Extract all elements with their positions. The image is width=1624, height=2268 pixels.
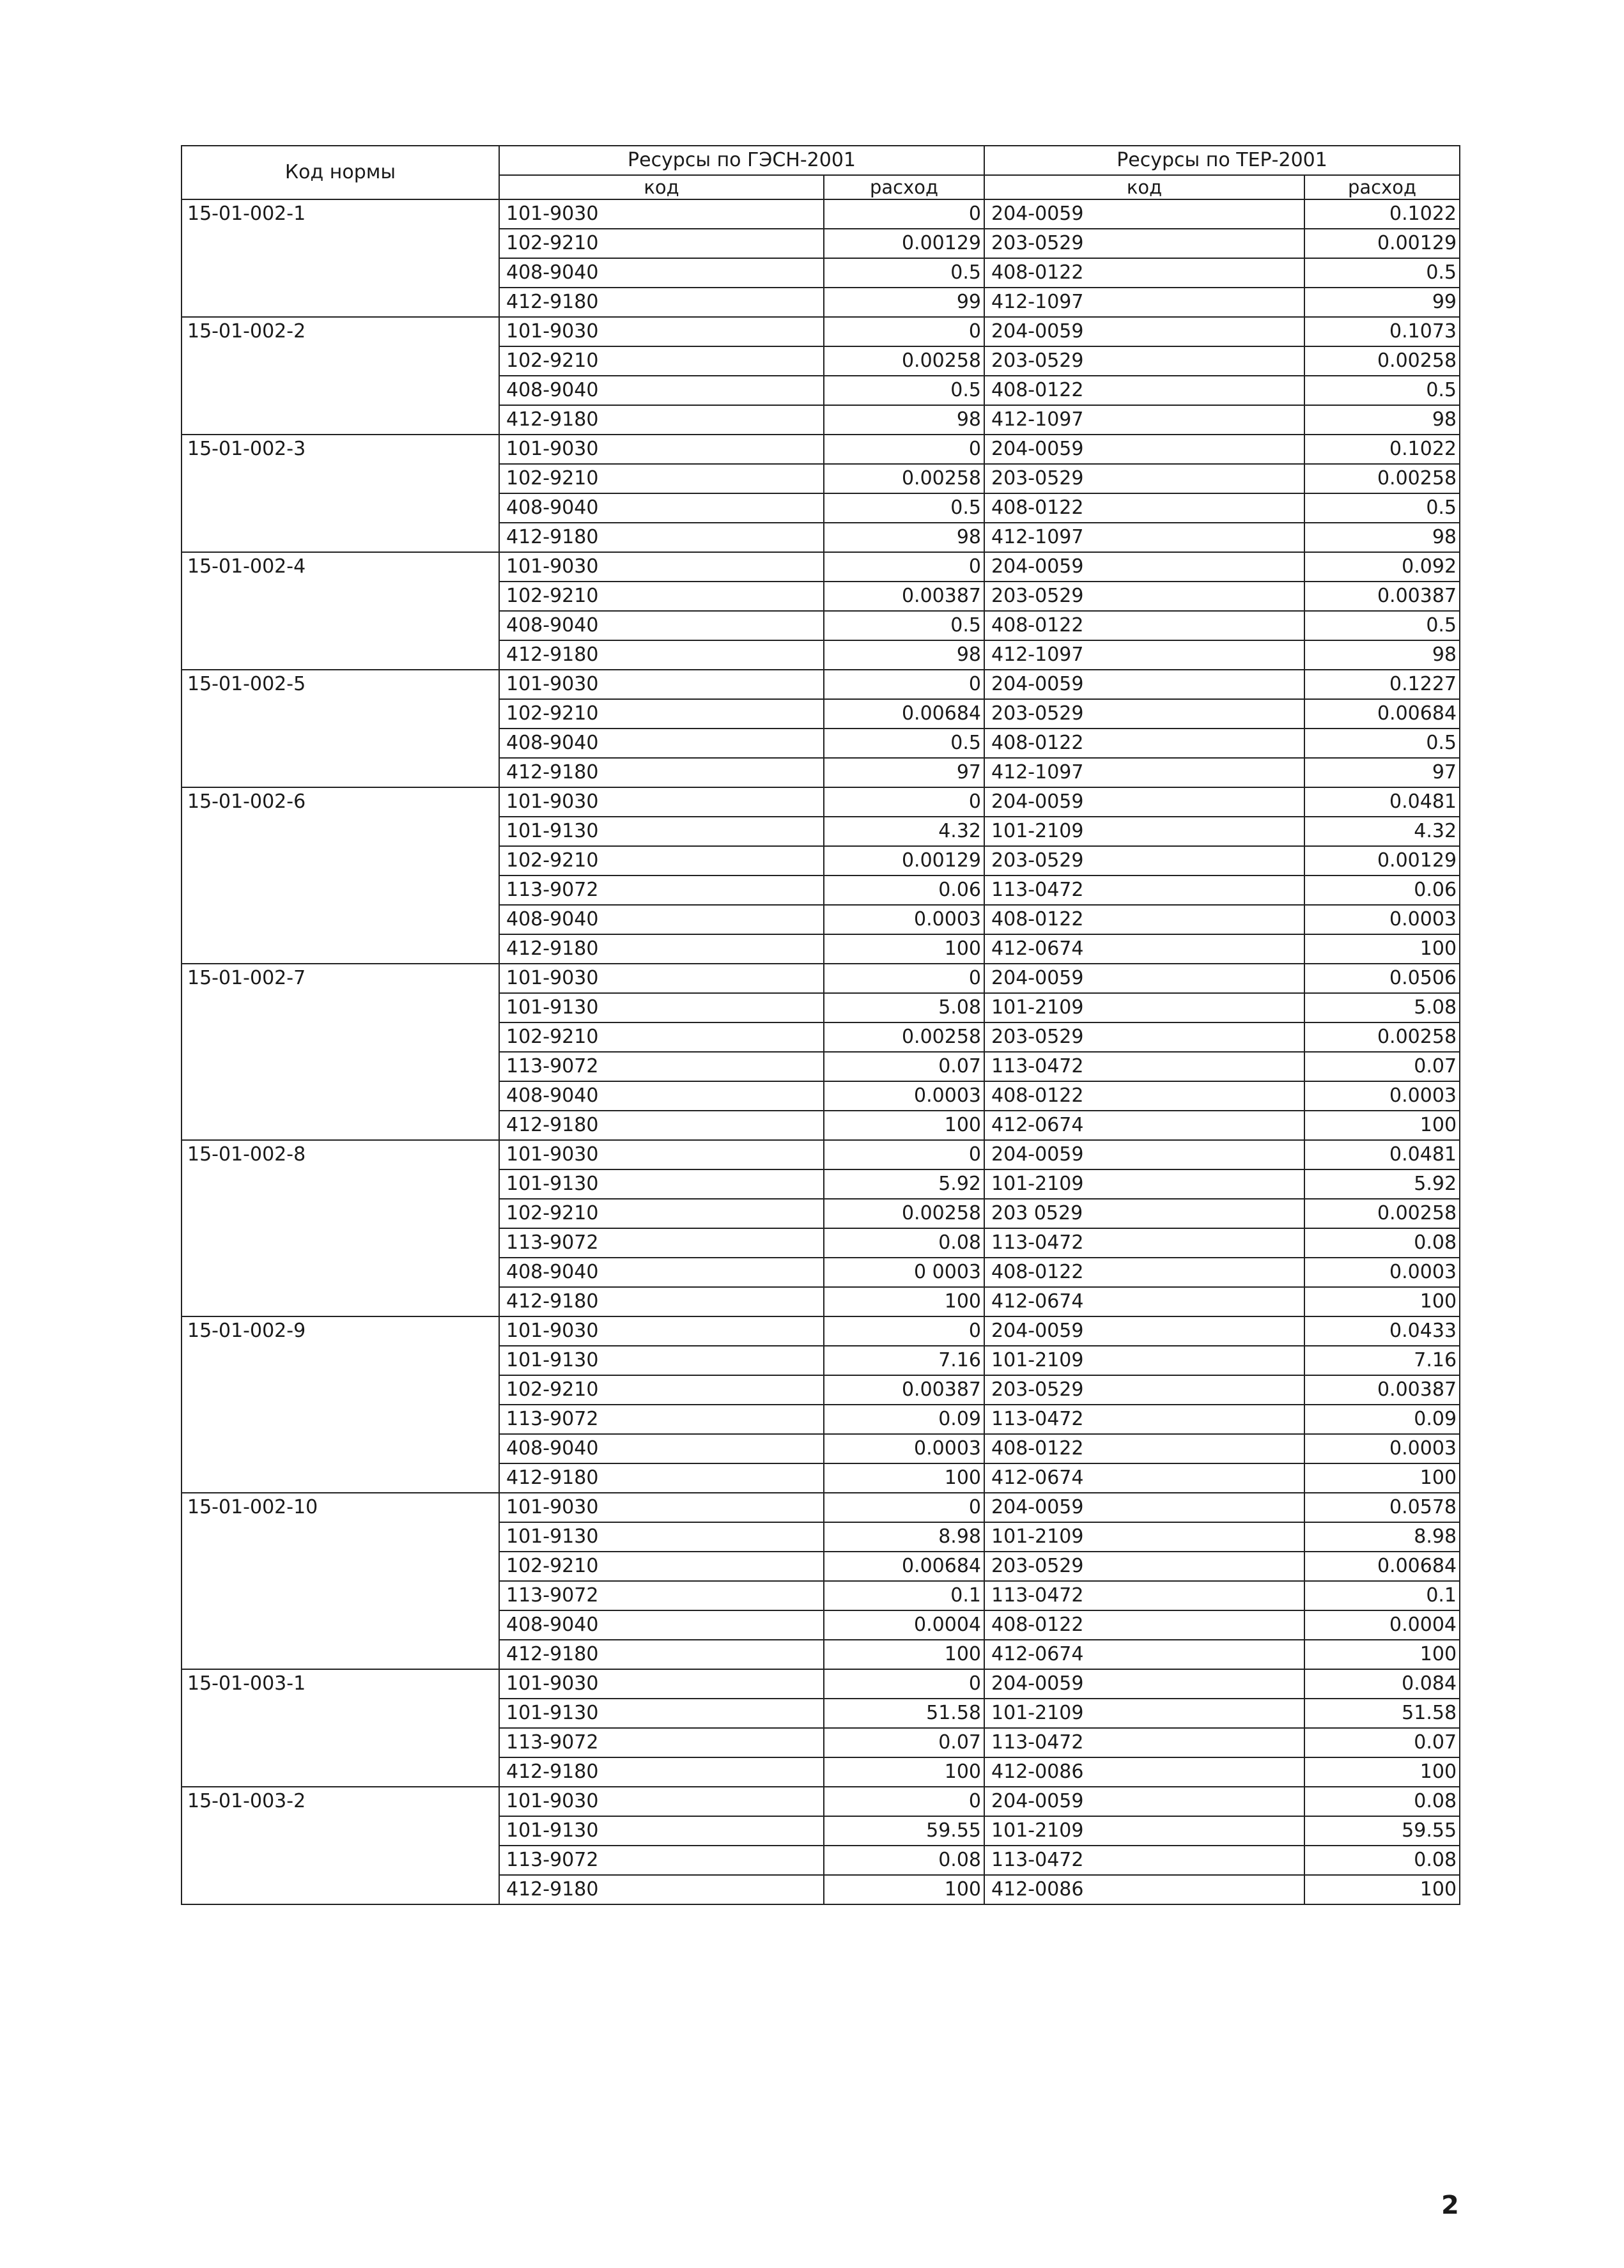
gesn-consumption-cell: 0.00387: [824, 582, 984, 611]
gesn-code-cell: 102-9210: [499, 1199, 824, 1228]
ter-consumption-cell: 0.1022: [1304, 199, 1460, 229]
ter-consumption-cell: 0.00684: [1304, 1552, 1460, 1581]
ter-consumption-cell: 0.0003: [1304, 905, 1460, 934]
ter-consumption-cell: 0.1022: [1304, 435, 1460, 464]
gesn-consumption-cell: 97: [824, 758, 984, 787]
gesn-consumption-cell: 5.08: [824, 993, 984, 1022]
ter-consumption-cell: 5.08: [1304, 993, 1460, 1022]
norm-code-cell: 15-01-002-7: [182, 964, 499, 1140]
gesn-code-cell: 101-9030: [499, 1140, 824, 1169]
gesn-code-cell: 101-9030: [499, 199, 824, 229]
ter-consumption-cell: 0.06: [1304, 876, 1460, 905]
ter-code-cell: 204-0059: [984, 964, 1304, 993]
ter-consumption-cell: 0.5: [1304, 729, 1460, 758]
gesn-code-cell: 113-9072: [499, 1846, 824, 1875]
gesn-code-cell: 412-9180: [499, 1875, 824, 1904]
ter-code-cell: 204-0059: [984, 435, 1304, 464]
gesn-code-cell: 101-9130: [499, 1699, 824, 1728]
gesn-consumption-cell: 0: [824, 1140, 984, 1169]
table-row: [182, 670, 1460, 699]
ter-consumption-cell: 0.5: [1304, 258, 1460, 288]
gesn-consumption-cell: 0.09: [824, 1405, 984, 1434]
ter-consumption-cell: 100: [1304, 1287, 1460, 1316]
gesn-consumption-cell: 100: [824, 1111, 984, 1140]
ter-consumption-cell: 100: [1304, 1640, 1460, 1669]
gesn-consumption-cell: 0.00129: [824, 846, 984, 876]
ter-code-cell: 101-2109: [984, 1522, 1304, 1552]
ter-code-cell: 204-0059: [984, 1787, 1304, 1816]
ter-code-cell: 203-0529: [984, 464, 1304, 493]
ter-code-cell: 204-0059: [984, 1316, 1304, 1346]
gesn-code-header: код: [499, 175, 824, 199]
gesn-code-cell: 102-9210: [499, 464, 824, 493]
ter-consumption-cell: 0.1073: [1304, 317, 1460, 346]
gesn-code-cell: 408-9040: [499, 258, 824, 288]
ter-code-cell: 113-0472: [984, 1728, 1304, 1757]
gesn-consumption-cell: 98: [824, 405, 984, 435]
gesn-consumption-cell: 51.58: [824, 1699, 984, 1728]
ter-code-cell: 113-0472: [984, 1052, 1304, 1081]
gesn-consumption-cell: 0: [824, 199, 984, 229]
ter-consumption-cell: 0.5: [1304, 376, 1460, 405]
gesn-consumption-cell: 0.00387: [824, 1375, 984, 1405]
gesn-code-cell: 412-9180: [499, 1287, 824, 1316]
gesn-code-cell: 412-9180: [499, 1640, 824, 1669]
gesn-consumption-cell: 0.00258: [824, 1022, 984, 1052]
ter-code-cell: 408-0122: [984, 376, 1304, 405]
table-row: [182, 1316, 1460, 1346]
page-number: 2: [1441, 2191, 1459, 2220]
gesn-code-cell: 113-9072: [499, 1228, 824, 1258]
gesn-code-cell: 408-9040: [499, 1434, 824, 1463]
gesn-consumption-cell: 98: [824, 640, 984, 670]
ter-consumption-cell: 0.00258: [1304, 346, 1460, 376]
ter-code-cell: 408-0122: [984, 1081, 1304, 1111]
ter-code-cell: 101-2109: [984, 1816, 1304, 1846]
gesn-code-cell: 102-9210: [499, 699, 824, 729]
ter-consumption-cell: 0.00387: [1304, 1375, 1460, 1405]
gesn-code-cell: 113-9072: [499, 876, 824, 905]
ter-code-cell: 101-2109: [984, 817, 1304, 846]
ter-consumption-cell: 0.084: [1304, 1669, 1460, 1699]
gesn-code-cell: 101-9130: [499, 993, 824, 1022]
table-row: [182, 1787, 1460, 1816]
ter-code-cell: 203-0529: [984, 1375, 1304, 1405]
table-row: [182, 787, 1460, 817]
gesn-consumption-cell: 7.16: [824, 1346, 984, 1375]
ter-consumption-cell: 0.5: [1304, 493, 1460, 523]
ter-consumption-cell: 0.0004: [1304, 1610, 1460, 1640]
ter-consumption-cell: 100: [1304, 1111, 1460, 1140]
table-row: [182, 199, 1460, 229]
gesn-code-cell: 113-9072: [499, 1581, 824, 1610]
gesn-code-cell: 101-9130: [499, 1816, 824, 1846]
ter-code-cell: 204-0059: [984, 1669, 1304, 1699]
gesn-code-cell: 408-9040: [499, 729, 824, 758]
ter-consumption-cell: 0.0481: [1304, 1140, 1460, 1169]
ter-code-cell: 204-0059: [984, 1493, 1304, 1522]
ter-code-cell: 412-1097: [984, 640, 1304, 670]
ter-code-cell: 412-0674: [984, 1640, 1304, 1669]
gesn-code-cell: 102-9210: [499, 846, 824, 876]
ter-consumption-cell: 4.32: [1304, 817, 1460, 846]
norm-code-cell: 15-01-002-1: [182, 199, 499, 317]
table-row: [182, 435, 1460, 464]
gesn-code-cell: 113-9072: [499, 1405, 824, 1434]
gesn-consumption-cell: 59.55: [824, 1816, 984, 1846]
ter-consumption-cell: 97: [1304, 758, 1460, 787]
norm-code-cell: 15-01-003-2: [182, 1787, 499, 1904]
gesn-consumption-cell: 5.92: [824, 1169, 984, 1199]
gesn-consumption-cell: 100: [824, 1640, 984, 1669]
ter-code-cell: 408-0122: [984, 729, 1304, 758]
ter-code-cell: 412-1097: [984, 523, 1304, 552]
gesn-code-cell: 101-9130: [499, 1522, 824, 1552]
ter-consumption-cell: 0.00684: [1304, 699, 1460, 729]
ter-code-cell: 204-0059: [984, 1140, 1304, 1169]
norm-code-cell: 15-01-002-5: [182, 670, 499, 787]
gesn-consumption-cell: 0.00684: [824, 699, 984, 729]
gesn-code-cell: 408-9040: [499, 611, 824, 640]
norm-code-cell: 15-01-002-9: [182, 1316, 499, 1493]
resource-table: [181, 145, 1460, 1905]
ter-consumption-cell: 0.08: [1304, 1846, 1460, 1875]
ter-consumption-cell: 0.08: [1304, 1228, 1460, 1258]
gesn-code-cell: 102-9210: [499, 1552, 824, 1581]
ter-code-cell: 113-0472: [984, 1581, 1304, 1610]
ter-code-cell: 412-0674: [984, 1287, 1304, 1316]
ter-code-cell: 203-0529: [984, 1022, 1304, 1052]
table-row: [182, 317, 1460, 346]
gesn-consumption-cell: 0.5: [824, 258, 984, 288]
ter-code-cell: 408-0122: [984, 258, 1304, 288]
table-row: [182, 1669, 1460, 1699]
gesn-code-cell: 408-9040: [499, 1081, 824, 1111]
gesn-code-cell: 412-9180: [499, 934, 824, 964]
table-row: [182, 1493, 1460, 1522]
gesn-consumption-cell: 100: [824, 934, 984, 964]
ter-code-cell: 408-0122: [984, 905, 1304, 934]
ter-code-cell: 203-0529: [984, 699, 1304, 729]
gesn-code-cell: 102-9210: [499, 1022, 824, 1052]
ter-consumption-cell: 98: [1304, 405, 1460, 435]
gesn-consumption-cell: 0.00129: [824, 229, 984, 258]
gesn-consumption-cell: 100: [824, 1875, 984, 1904]
ter-consumption-cell: 0.1: [1304, 1581, 1460, 1610]
ter-code-cell: 412-1097: [984, 405, 1304, 435]
ter-consumption-cell: 0.00387: [1304, 582, 1460, 611]
ter-consumption-cell: 0.00129: [1304, 229, 1460, 258]
ter-consumption-cell: 100: [1304, 1875, 1460, 1904]
gesn-code-cell: 408-9040: [499, 1610, 824, 1640]
ter-code-cell: 412-1097: [984, 288, 1304, 317]
table-row: [182, 552, 1460, 582]
ter-code-cell: 412-1097: [984, 758, 1304, 787]
gesn-code-cell: 102-9210: [499, 346, 824, 376]
norm-code-cell: 15-01-003-1: [182, 1669, 499, 1787]
ter-code-cell: 113-0472: [984, 876, 1304, 905]
gesn-code-cell: 102-9210: [499, 582, 824, 611]
gesn-consumption-cell: 0.5: [824, 376, 984, 405]
gesn-consumption-cell: 100: [824, 1757, 984, 1787]
gesn-code-cell: 408-9040: [499, 493, 824, 523]
ter-code-cell: 204-0059: [984, 552, 1304, 582]
ter-code-cell: 113-0472: [984, 1846, 1304, 1875]
gesn-code-cell: 101-9130: [499, 817, 824, 846]
gesn-code-cell: 101-9030: [499, 435, 824, 464]
ter-consumption-cell: 0.00258: [1304, 1199, 1460, 1228]
norm-code-cell: 15-01-002-4: [182, 552, 499, 670]
ter-code-cell: 203-0529: [984, 1552, 1304, 1581]
gesn-consumption-cell: 0.07: [824, 1052, 984, 1081]
gesn-consumption-cell: 0.1: [824, 1581, 984, 1610]
gesn-code-cell: 101-9030: [499, 1787, 824, 1816]
ter-consumption-cell: 0.09: [1304, 1405, 1460, 1434]
gesn-consumption-cell: 0.00684: [824, 1552, 984, 1581]
gesn-code-cell: 412-9180: [499, 288, 824, 317]
gesn-consumption-cell: 4.32: [824, 817, 984, 846]
gesn-consumption-header: расход: [824, 175, 984, 199]
ter-consumption-cell: 0.07: [1304, 1052, 1460, 1081]
ter-code-cell: 203-0529: [984, 346, 1304, 376]
ter-consumption-cell: 0.08: [1304, 1787, 1460, 1816]
norm-code-cell: 15-01-002-2: [182, 317, 499, 435]
gesn-consumption-cell: 0.00258: [824, 464, 984, 493]
ter-consumption-cell: 0.00129: [1304, 846, 1460, 876]
ter-code-cell: 204-0059: [984, 670, 1304, 699]
ter-consumption-cell: 51.58: [1304, 1699, 1460, 1728]
ter-resources-header: Ресурсы по ТЕР-2001: [984, 146, 1460, 175]
ter-consumption-cell: 98: [1304, 640, 1460, 670]
ter-consumption-cell: 0.0003: [1304, 1081, 1460, 1111]
ter-code-cell: 204-0059: [984, 787, 1304, 817]
gesn-code-cell: 101-9030: [499, 1669, 824, 1699]
ter-code-cell: 412-0674: [984, 1463, 1304, 1493]
ter-code-cell: 408-0122: [984, 1610, 1304, 1640]
gesn-consumption-cell: 0: [824, 317, 984, 346]
norm-code-cell: 15-01-002-10: [182, 1493, 499, 1669]
gesn-consumption-cell: 0: [824, 1669, 984, 1699]
gesn-code-cell: 102-9210: [499, 1375, 824, 1405]
gesn-consumption-cell: 0 0003: [824, 1258, 984, 1287]
ter-code-cell: 408-0122: [984, 493, 1304, 523]
ter-consumption-cell: 8.98: [1304, 1522, 1460, 1552]
gesn-code-cell: 102-9210: [499, 229, 824, 258]
norm-code-header: Код нормы: [182, 146, 499, 199]
gesn-code-cell: 412-9180: [499, 523, 824, 552]
ter-consumption-cell: 0.092: [1304, 552, 1460, 582]
gesn-consumption-cell: 0.0003: [824, 1081, 984, 1111]
gesn-consumption-cell: 0: [824, 552, 984, 582]
ter-code-cell: 204-0059: [984, 199, 1304, 229]
gesn-consumption-cell: 0.00258: [824, 346, 984, 376]
ter-consumption-cell: 0.00258: [1304, 464, 1460, 493]
gesn-consumption-cell: 0: [824, 787, 984, 817]
gesn-consumption-cell: 0.08: [824, 1228, 984, 1258]
gesn-code-cell: 408-9040: [499, 376, 824, 405]
gesn-consumption-cell: 99: [824, 288, 984, 317]
gesn-consumption-cell: 0: [824, 1493, 984, 1522]
gesn-consumption-cell: 0.06: [824, 876, 984, 905]
ter-consumption-cell: 99: [1304, 288, 1460, 317]
ter-consumption-cell: 59.55: [1304, 1816, 1460, 1846]
ter-code-cell: 408-0122: [984, 1434, 1304, 1463]
gesn-code-cell: 412-9180: [499, 1757, 824, 1787]
ter-consumption-cell: 0.00258: [1304, 1022, 1460, 1052]
table-body: [182, 199, 1460, 1904]
ter-code-cell: 101-2109: [984, 1346, 1304, 1375]
ter-consumption-header: расход: [1304, 175, 1460, 199]
ter-code-cell: 412-0674: [984, 1111, 1304, 1140]
ter-code-cell: 101-2109: [984, 993, 1304, 1022]
gesn-consumption-cell: 0: [824, 435, 984, 464]
table-row: [182, 1140, 1460, 1169]
gesn-code-cell: 412-9180: [499, 405, 824, 435]
ter-consumption-cell: 98: [1304, 523, 1460, 552]
gesn-consumption-cell: 100: [824, 1463, 984, 1493]
ter-consumption-cell: 100: [1304, 1757, 1460, 1787]
ter-code-header: код: [984, 175, 1304, 199]
gesn-consumption-cell: 0.00258: [824, 1199, 984, 1228]
norm-code-cell: 15-01-002-8: [182, 1140, 499, 1316]
ter-code-cell: 408-0122: [984, 611, 1304, 640]
ter-code-cell: 412-0086: [984, 1875, 1304, 1904]
gesn-consumption-cell: 8.98: [824, 1522, 984, 1552]
ter-code-cell: 113-0472: [984, 1405, 1304, 1434]
gesn-code-cell: 101-9030: [499, 317, 824, 346]
ter-code-cell: 203 0529: [984, 1199, 1304, 1228]
gesn-consumption-cell: 98: [824, 523, 984, 552]
ter-consumption-cell: 0.1227: [1304, 670, 1460, 699]
ter-code-cell: 412-0086: [984, 1757, 1304, 1787]
gesn-code-cell: 101-9030: [499, 552, 824, 582]
gesn-consumption-cell: 0: [824, 1787, 984, 1816]
ter-consumption-cell: 0.0003: [1304, 1434, 1460, 1463]
gesn-consumption-cell: 100: [824, 1287, 984, 1316]
gesn-consumption-cell: 0.0003: [824, 905, 984, 934]
gesn-consumption-cell: 0.0003: [824, 1434, 984, 1463]
ter-code-cell: 101-2109: [984, 1169, 1304, 1199]
ter-consumption-cell: 0.0506: [1304, 964, 1460, 993]
resource-table-container: [181, 145, 1459, 1905]
ter-code-cell: 101-2109: [984, 1699, 1304, 1728]
table-row: [182, 964, 1460, 993]
gesn-code-cell: 101-9030: [499, 1493, 824, 1522]
table-header: [182, 146, 1460, 199]
norm-code-cell: 15-01-002-3: [182, 435, 499, 552]
gesn-code-cell: 408-9040: [499, 905, 824, 934]
ter-consumption-cell: 0.0433: [1304, 1316, 1460, 1346]
gesn-consumption-cell: 0.08: [824, 1846, 984, 1875]
gesn-code-cell: 101-9030: [499, 1316, 824, 1346]
ter-consumption-cell: 0.5: [1304, 611, 1460, 640]
gesn-consumption-cell: 0: [824, 1316, 984, 1346]
norm-code-cell: 15-01-002-6: [182, 787, 499, 964]
gesn-consumption-cell: 0: [824, 964, 984, 993]
ter-code-cell: 408-0122: [984, 1258, 1304, 1287]
gesn-consumption-cell: 0.5: [824, 611, 984, 640]
ter-consumption-cell: 100: [1304, 934, 1460, 964]
ter-consumption-cell: 0.0481: [1304, 787, 1460, 817]
ter-consumption-cell: 0.0578: [1304, 1493, 1460, 1522]
gesn-code-cell: 113-9072: [499, 1728, 824, 1757]
ter-code-cell: 412-0674: [984, 934, 1304, 964]
ter-code-cell: 203-0529: [984, 229, 1304, 258]
gesn-code-cell: 408-9040: [499, 1258, 824, 1287]
ter-consumption-cell: 7.16: [1304, 1346, 1460, 1375]
gesn-code-cell: 412-9180: [499, 1463, 824, 1493]
gesn-code-cell: 101-9130: [499, 1169, 824, 1199]
gesn-code-cell: 412-9180: [499, 758, 824, 787]
ter-consumption-cell: 0.07: [1304, 1728, 1460, 1757]
gesn-consumption-cell: 0.07: [824, 1728, 984, 1757]
ter-code-cell: 203-0529: [984, 846, 1304, 876]
gesn-consumption-cell: 0.5: [824, 493, 984, 523]
gesn-code-cell: 113-9072: [499, 1052, 824, 1081]
gesn-code-cell: 412-9180: [499, 1111, 824, 1140]
gesn-consumption-cell: 0.0004: [824, 1610, 984, 1640]
ter-consumption-cell: 100: [1304, 1463, 1460, 1493]
ter-code-cell: 113-0472: [984, 1228, 1304, 1258]
gesn-code-cell: 101-9130: [499, 1346, 824, 1375]
gesn-consumption-cell: 0.5: [824, 729, 984, 758]
gesn-consumption-cell: 0: [824, 670, 984, 699]
gesn-resources-header: Ресурсы по ГЭСН-2001: [499, 146, 984, 175]
gesn-code-cell: 412-9180: [499, 640, 824, 670]
ter-consumption-cell: 5.92: [1304, 1169, 1460, 1199]
ter-consumption-cell: 0.0003: [1304, 1258, 1460, 1287]
gesn-code-cell: 101-9030: [499, 964, 824, 993]
ter-code-cell: 203-0529: [984, 582, 1304, 611]
gesn-code-cell: 101-9030: [499, 787, 824, 817]
ter-code-cell: 204-0059: [984, 317, 1304, 346]
gesn-code-cell: 101-9030: [499, 670, 824, 699]
